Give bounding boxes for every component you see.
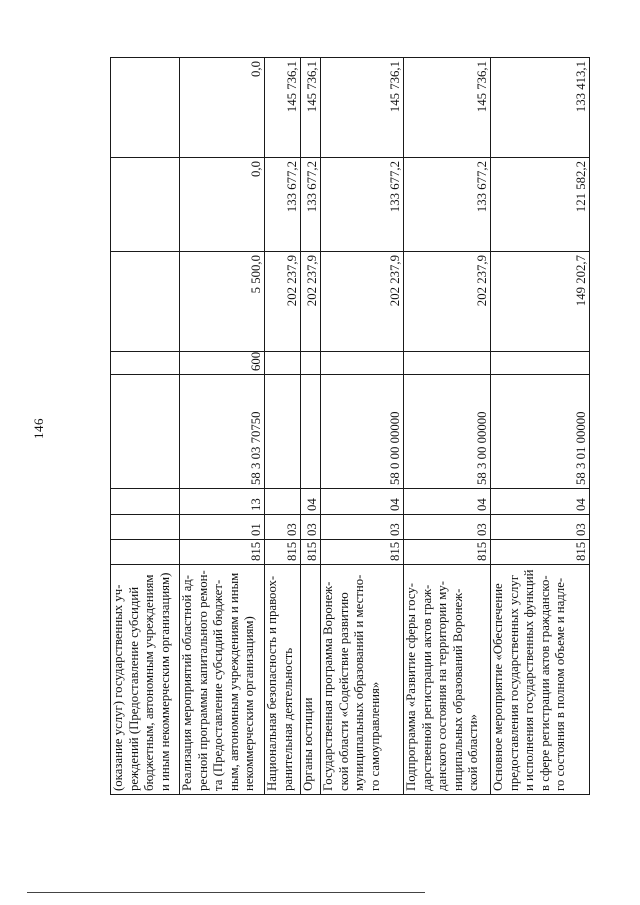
expense-type-code (301, 352, 321, 375)
subsection-code (111, 489, 180, 515)
amount-2020: 133 677,2 (265, 158, 301, 252)
amount-2020: 133 677,2 (301, 158, 321, 252)
ministry-code: 815 (301, 540, 321, 565)
target-article-code: 58 3 00 00000 (404, 375, 491, 489)
section-code (111, 515, 180, 540)
section-code: 03 (265, 515, 301, 540)
expense-type-code (491, 352, 590, 375)
section-code: 03 (301, 515, 321, 540)
amount-2021: 133 413,1 (491, 58, 590, 158)
target-article-code (111, 375, 180, 489)
amount-2021 (111, 58, 180, 158)
amount-2019: 202 237,9 (301, 252, 321, 352)
expense-type-code (404, 352, 491, 375)
amount-2019: 149 202,7 (491, 252, 590, 352)
target-article-code (301, 375, 321, 489)
amount-2020: 133 677,2 (321, 158, 404, 252)
subsection-code: 04 (404, 489, 491, 515)
amount-2021: 145 736,1 (265, 58, 301, 158)
amount-2021: 145 736,1 (301, 58, 321, 158)
row-name: Основное мероприятие «Обеспечение предоставления государственных услуг и исполнения государственных функций в сфере регистрации актов гражданско-го состояния в полном объеме и надле- (491, 565, 590, 795)
ministry-code: 815 (180, 540, 265, 565)
table-row (265, 58, 301, 795)
table-row (180, 58, 265, 795)
ministry-code: 815 (404, 540, 491, 565)
section-code: 01 (180, 515, 265, 540)
expense-type-code (321, 352, 404, 375)
amount-2020: 121 582,2 (491, 158, 590, 252)
amount-2021: 0,0 (180, 58, 265, 158)
page-number: 146 (31, 418, 46, 439)
row-name: Государственная программа Воронеж-ской области «Содействие развитию муниципальных образований и местно-го самоуправления» (321, 565, 404, 795)
expense-type-code (111, 352, 180, 375)
table-row (491, 58, 590, 795)
amount-2019: 202 237,9 (321, 252, 404, 352)
subsection-code: 04 (491, 489, 590, 515)
budget-table (110, 57, 590, 795)
subsection-code (265, 489, 301, 515)
amount-2021: 145 736,1 (404, 58, 491, 158)
expense-type-code: 600 (180, 352, 265, 375)
subsection-code: 13 (180, 489, 265, 515)
amount-2019: 5 500,0 (180, 252, 265, 352)
target-article-code (265, 375, 301, 489)
section-code: 03 (491, 515, 590, 540)
expense-type-code (265, 352, 301, 375)
amount-2020 (111, 158, 180, 252)
table-row (301, 58, 321, 795)
row-name: Органы юстиции (301, 565, 321, 795)
ministry-code: 815 (491, 540, 590, 565)
section-code: 03 (321, 515, 404, 540)
target-article-code: 58 3 01 00000 (491, 375, 590, 489)
amount-2019: 202 237,9 (265, 252, 301, 352)
amount-2020: 0,0 (180, 158, 265, 252)
table-row (111, 58, 180, 795)
amount-2019 (111, 252, 180, 352)
amount-2021: 145 736,1 (321, 58, 404, 158)
row-name: Подпрограмма «Развитие сферы госу-дарственной регистрации актов граж-данского состояния на территории му-ниципальных образований Воронеж-ской области» (404, 565, 491, 795)
amount-2020: 133 677,2 (404, 158, 491, 252)
ministry-code: 815 (321, 540, 404, 565)
amount-2019: 202 237,9 (404, 252, 491, 352)
subsection-code: 04 (301, 489, 321, 515)
table-row (404, 58, 491, 795)
section-code: 03 (404, 515, 491, 540)
target-article-code: 58 3 03 70750 (180, 375, 265, 489)
row-name: Национальная безопасность и правоох-ранительная деятельность (265, 565, 301, 795)
table-row (321, 58, 404, 795)
rotated-page-content (110, 58, 589, 795)
ministry-code: 815 (265, 540, 301, 565)
subsection-code: 04 (321, 489, 404, 515)
row-name: Реализация мероприятий областной ад-ресной программы капитального ремон-та (Предоставление субсидий бюджет-ным, автономным учреждениям и иным некоммерческим организациям) (180, 565, 265, 795)
target-article-code: 58 0 00 00000 (321, 375, 404, 489)
row-name: (оказание услуг) государственных уч-реждений (Предоставление субсидий бюджетным, автономным учреждениям и иным некоммерческим организациям) (111, 565, 180, 795)
ministry-code (111, 540, 180, 565)
footer-divider (27, 892, 425, 893)
